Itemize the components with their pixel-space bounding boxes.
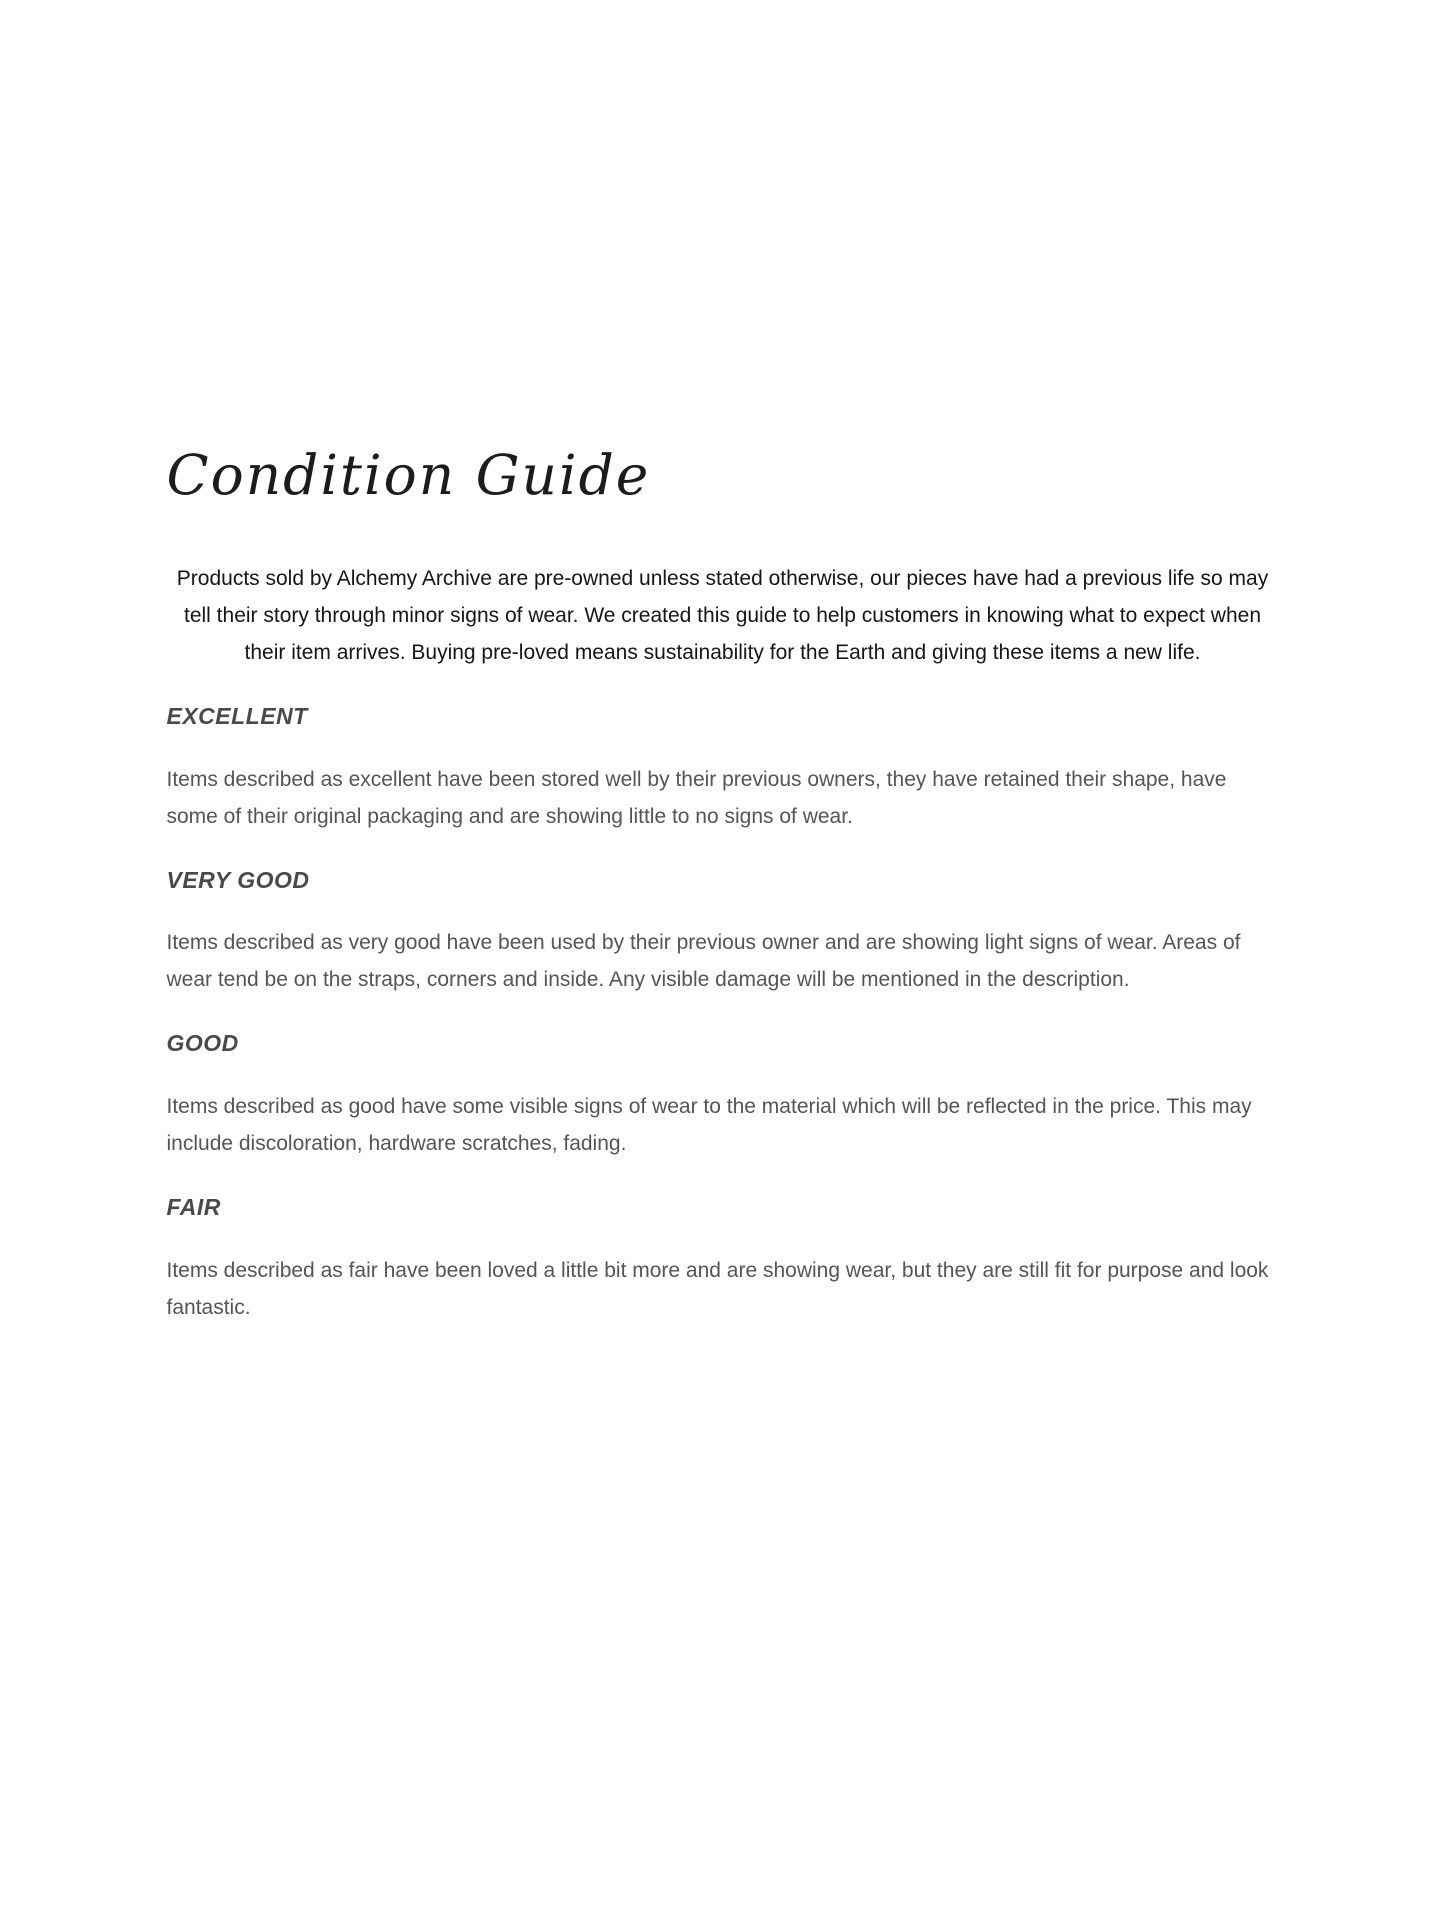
- section-fair-heading: FAIR: [166, 1194, 221, 1221]
- section-very-good-body: Items described as very good have been used by their previous owner and are showing light signs of wear. Areas of wear tend be on the straps, corners and inside. Any visible damage will be mentioned in the description.: [166, 931, 1241, 992]
- section-very-good: [167, 867, 1279, 999]
- section-good-heading: GOOD: [166, 1030, 239, 1057]
- page-title: Condition Guide: [166, 443, 651, 507]
- section-excellent-body: Items described as excellent have been stored well by their previous owners, they have retained their shape, have some of their original packaging and are showing little to no signs of wear.: [166, 767, 1227, 828]
- section-fair-body: Items described as fair have been loved a little bit more and are showing wear, but they are still fit for purpose and look fantastic.: [166, 1258, 1269, 1319]
- section-good-body: Items described as good have some visible signs of wear to the material which will be reflected in the price. This may include discoloration, hardware scratches, fading.: [166, 1095, 1252, 1156]
- section-good: [167, 1030, 1279, 1162]
- intro-paragraph: Products sold by Alchemy Archive are pre-owned unless stated otherwise, our pieces have had a previous life so may tell their story through minor signs of wear. We created this guide to help customers in knowing what to expect when their item arrives. Buying pre-loved means sustainability for the Earth and giving these items a new life.: [176, 567, 1269, 665]
- section-very-good-heading: VERY GOOD: [166, 866, 310, 893]
- section-fair: [167, 1194, 1279, 1326]
- content-container: [167, 0, 1279, 1326]
- section-excellent: [167, 703, 1279, 835]
- section-excellent-heading: EXCELLENT: [166, 703, 308, 730]
